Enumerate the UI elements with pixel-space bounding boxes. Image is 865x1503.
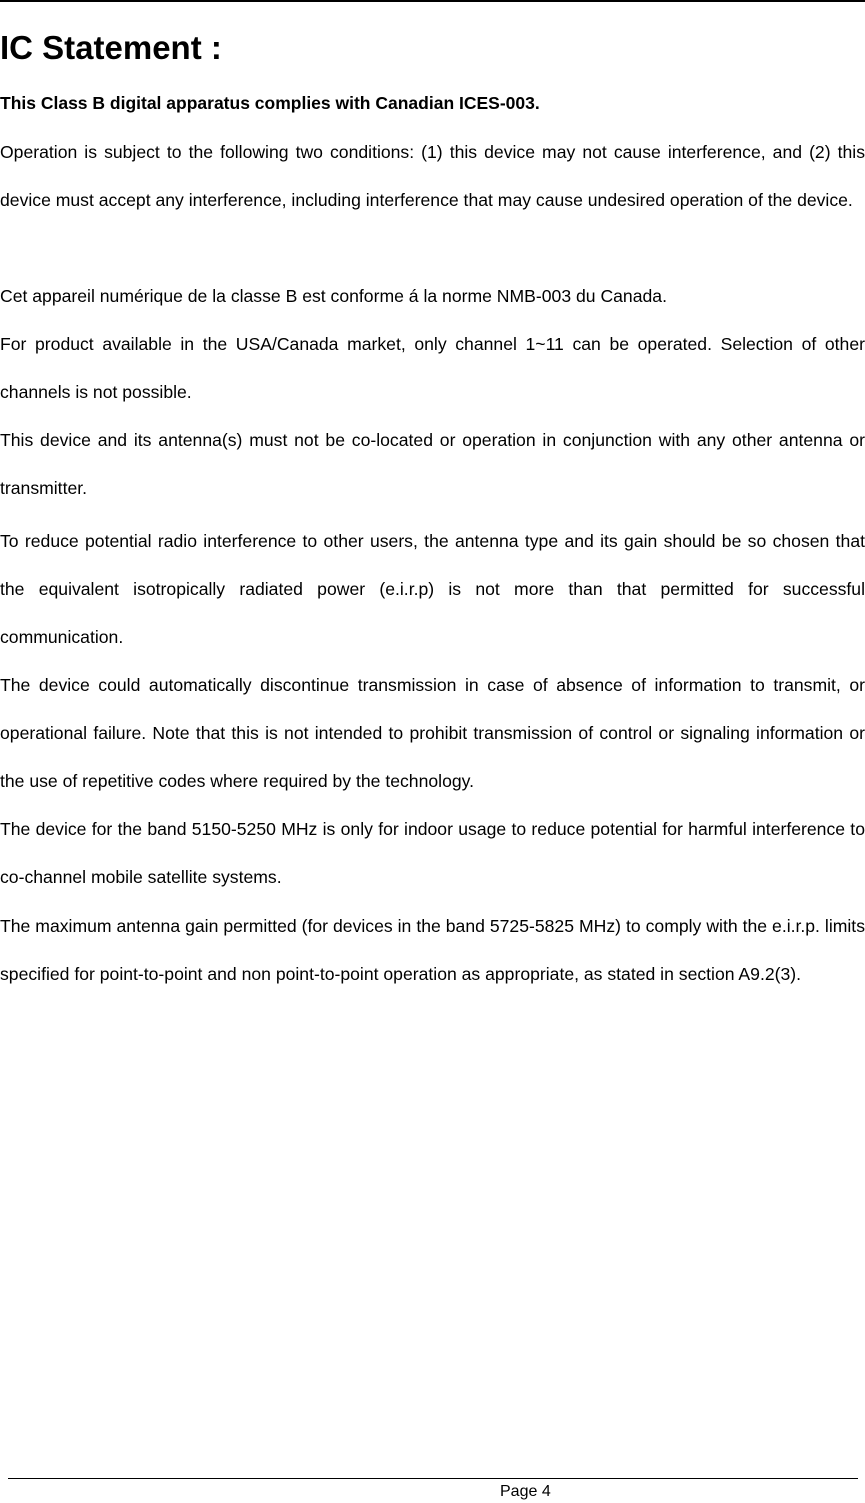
paragraph-discontinue: The device could automatically discontinue transmission in case of absence of information to transmit, or operational failure. Note that this is not intended to prohibit transmission of control or signaling information or the use of repetitive codes where required by the technology.	[0, 675, 865, 791]
paragraph-conditions: Operation is subject to the following two conditions: (1) this device may not cause interference, and (2) this device must accept any interference, including interference that may cause undesired operation of the device.	[0, 142, 865, 210]
lead-statement: This Class B digital apparatus complies with Canadian ICES-003.	[0, 93, 540, 113]
page-title: IC Statement :	[0, 29, 222, 66]
paragraph-channels: For product available in the USA/Canada market, only channel 1~11 can be operated. Selection of other channels is not possible.	[0, 334, 865, 402]
page-number: Page 4	[500, 1483, 551, 1500]
header-rule	[0, 0, 865, 2]
paragraph-indoor: The device for the band 5150-5250 MHz is only for indoor usage to reduce potential for harmful interference to co-channel mobile satellite systems.	[0, 819, 865, 887]
footer-rule	[8, 1478, 858, 1479]
paragraph-french: Cet appareil numérique de la classe B est conforme á la norme NMB-003 du Canada.	[0, 286, 667, 306]
paragraph-max-gain: The maximum antenna gain permitted (for devices in the band 5725-5825 MHz) to comply with the e.i.r.p. limits specified for point-to-point and non point-to-point operation as appropriate, as stated in section A9.2(3).	[0, 916, 865, 984]
paragraph-colocation: This device and its antenna(s) must not be co-located or operation in conjunction with any other antenna or transmitter.	[0, 430, 865, 498]
paragraph-antenna-gain: To reduce potential radio interference to other users, the antenna type and its gain should be so chosen that the equivalent isotropically radiated power (e.i.r.p) is not more than that permitted for successful communication.	[0, 531, 865, 647]
